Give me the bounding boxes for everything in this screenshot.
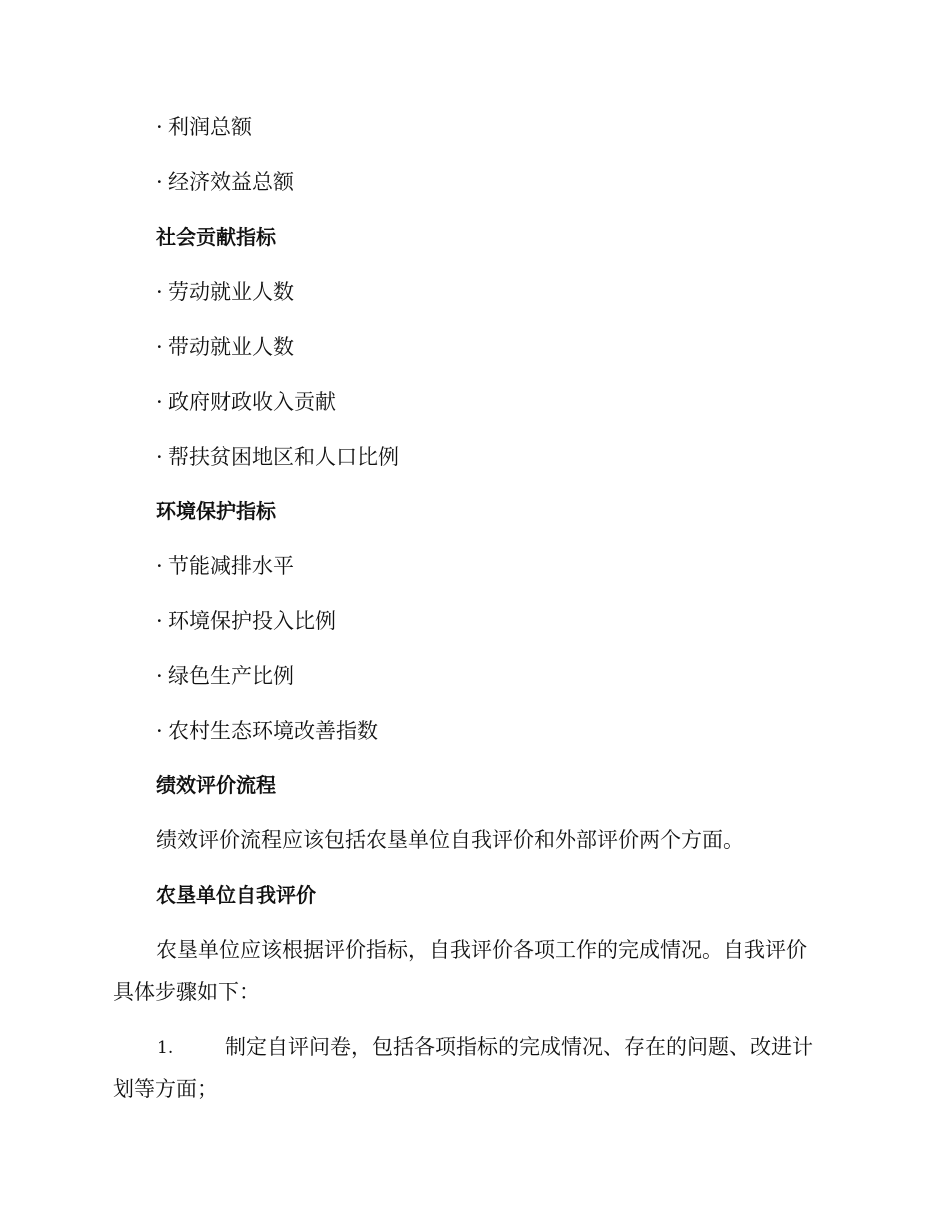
paragraph-self-eval-line1: 农垦单位应该根据评价指标，自我评价各项工作的完成情况。自我评价 — [156, 938, 807, 962]
list-item-text: 经济效益总额 — [168, 170, 294, 194]
list-item — [156, 551, 294, 581]
bullet-icon: · — [156, 390, 163, 414]
bullet-icon: · — [156, 170, 163, 194]
list-item — [156, 661, 294, 691]
list-item — [156, 606, 336, 636]
list-item-text: 环境保护投入比例 — [168, 609, 336, 633]
bullet-icon: · — [156, 115, 163, 139]
paragraph-self-eval-line2: 具体步骤如下： — [113, 980, 260, 1004]
list-item — [156, 387, 336, 417]
list-item — [156, 112, 252, 142]
list-item-text: 帮扶贫困地区和人口比例 — [168, 445, 399, 469]
list-item — [156, 442, 399, 472]
list-item — [156, 332, 294, 362]
bullet-icon: · — [156, 335, 163, 359]
list-item — [156, 716, 378, 746]
list-item-text: 节能减排水平 — [168, 554, 294, 578]
bullet-icon: · — [156, 445, 163, 469]
paragraph-process: 绩效评价流程应该包括农垦单位自我评价和外部评价两个方面。 — [156, 828, 744, 852]
step-number: 1. — [157, 1038, 174, 1058]
step-text-line2: 划等方面； — [113, 1077, 218, 1101]
list-item — [156, 167, 294, 197]
bullet-icon: · — [156, 719, 163, 743]
list-item-text: 绿色生产比例 — [168, 664, 294, 688]
bullet-icon: · — [156, 609, 163, 633]
bullet-icon: · — [156, 280, 163, 304]
bullet-icon: · — [156, 554, 163, 578]
list-item — [156, 277, 294, 307]
list-item-text: 劳动就业人数 — [168, 280, 294, 304]
section-heading-self-eval: 农垦单位自我评价 — [156, 883, 316, 907]
section-heading-process: 绩效评价流程 — [156, 773, 276, 797]
list-item-text: 政府财政收入贡献 — [168, 390, 336, 414]
list-item-text: 带动就业人数 — [168, 335, 294, 359]
step-text-line1: 制定自评问卷，包括各项指标的完成情况、存在的问题、改进计 — [225, 1035, 813, 1059]
section-heading-environment: 环境保护指标 — [156, 499, 276, 523]
list-item-text: 农村生态环境改善指数 — [168, 719, 378, 743]
section-heading-social: 社会贡献指标 — [156, 225, 276, 249]
bullet-icon: · — [156, 664, 163, 688]
list-item-text: 利润总额 — [168, 115, 252, 139]
